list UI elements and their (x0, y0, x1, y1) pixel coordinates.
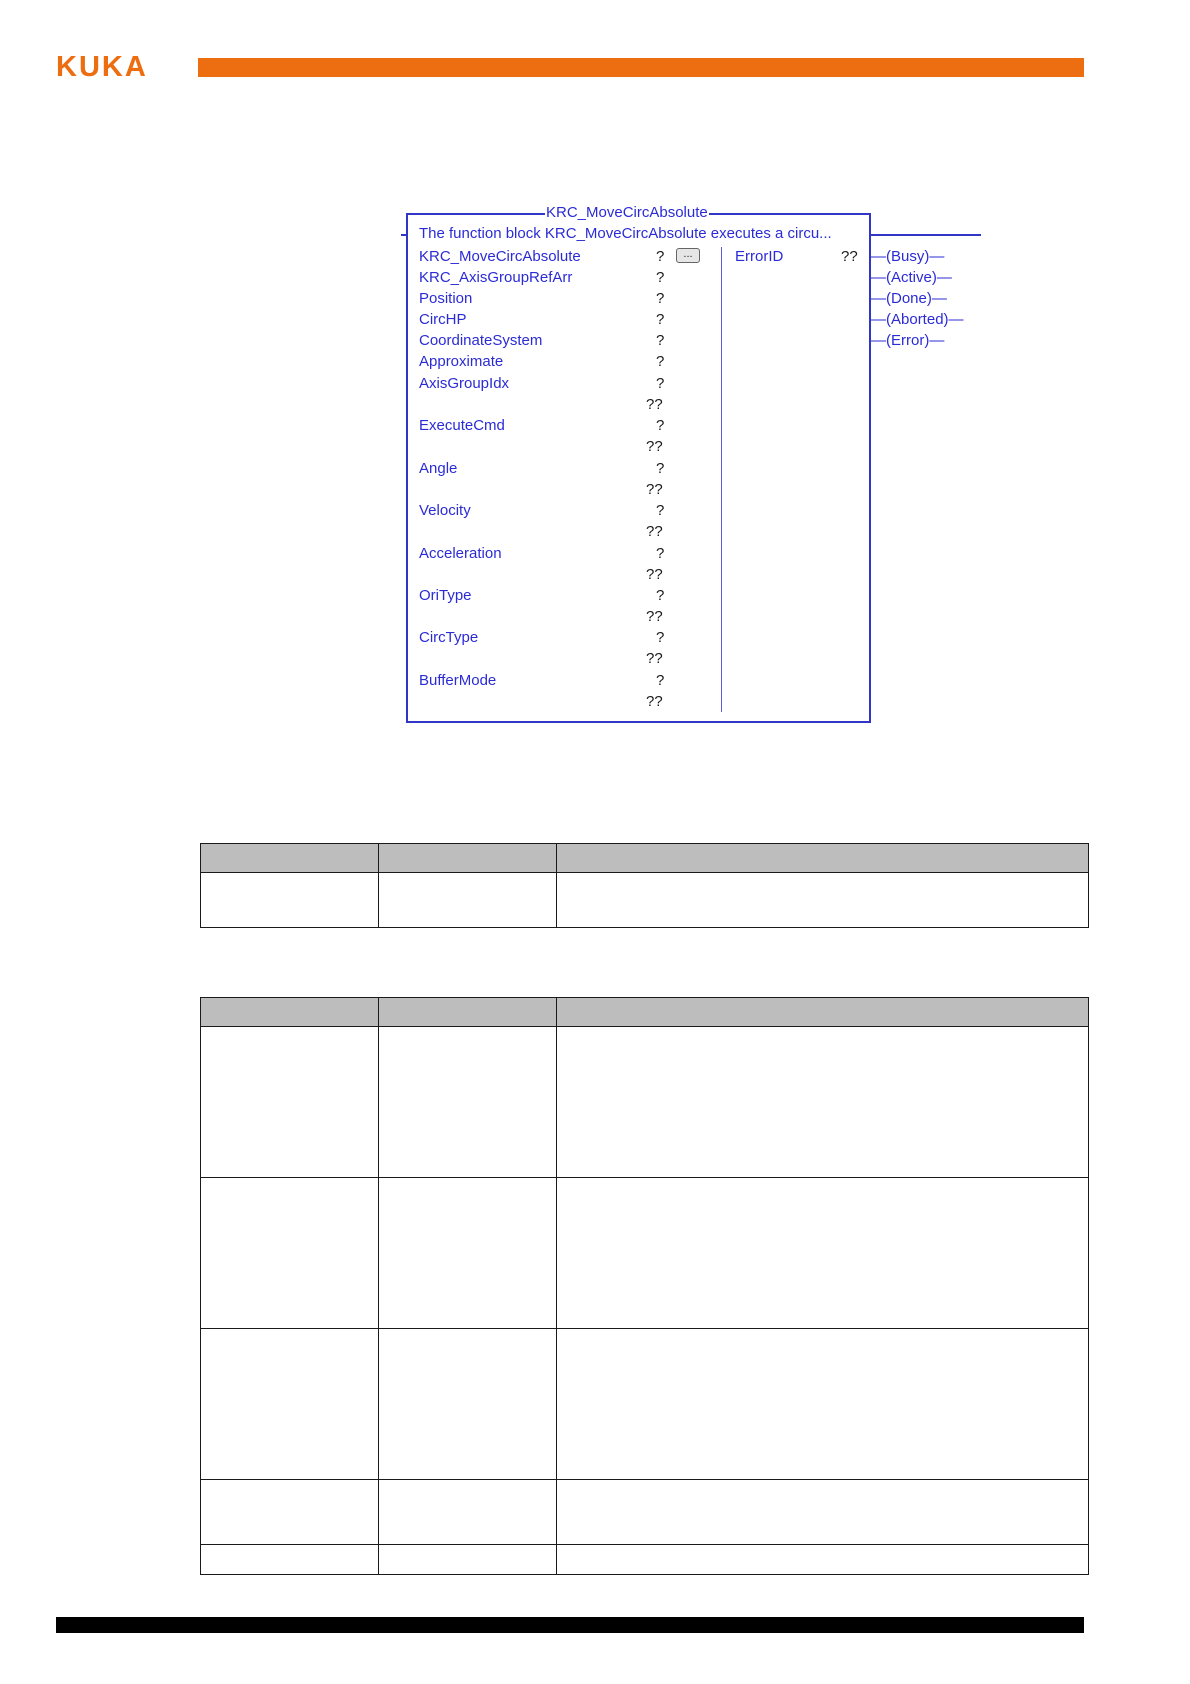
input-param-subvalue: ?? (646, 566, 663, 583)
output-coil-error (871, 332, 944, 349)
table-row (201, 1178, 1089, 1329)
table-cell (379, 873, 557, 928)
output-coil-active (871, 269, 952, 286)
coil-tail-wire: )— (924, 248, 945, 265)
input-param-value[interactable]: ? (656, 311, 665, 328)
coil-lead-wire: —( (871, 290, 891, 307)
output-errorid-value: ?? (841, 248, 858, 265)
ellipsis-button[interactable]: ... (676, 248, 700, 263)
coil-label: Busy (891, 248, 925, 265)
output-wire (871, 234, 981, 236)
table-cell (379, 1545, 557, 1575)
table-header-cell (557, 844, 1089, 873)
output-coil-done (871, 290, 947, 307)
input-param-name: Approximate (419, 353, 504, 370)
input-param-value[interactable]: ? (656, 502, 665, 519)
table-row (201, 1545, 1089, 1575)
table-cell (557, 1178, 1089, 1329)
input-param-name: ExecuteCmd (419, 417, 505, 434)
input-param-subvalue: ?? (646, 608, 663, 625)
output-coil-aborted (871, 311, 964, 328)
input-param-value[interactable]: ? (656, 460, 665, 477)
input-param-name: Acceleration (419, 545, 502, 562)
coil-tail-wire: )— (943, 311, 964, 328)
input-param-value[interactable]: ? (656, 672, 665, 689)
input-param-value[interactable]: ? (656, 290, 665, 307)
header-bar (198, 58, 1084, 77)
coil-label: Active (891, 269, 932, 286)
table-row (201, 1027, 1089, 1178)
table-header-row (201, 844, 1089, 873)
table-cell (379, 1178, 557, 1329)
input-param-name: CircType (419, 629, 479, 646)
table-header-cell (379, 844, 557, 873)
input-param-name: BufferMode (419, 672, 497, 689)
table-cell (201, 1027, 379, 1178)
coil-tail-wire: )— (931, 269, 952, 286)
input-param-name: CoordinateSystem (419, 332, 543, 349)
table-row (201, 1480, 1089, 1545)
output-errorid-label: ErrorID (735, 248, 784, 265)
input-param-subvalue: ?? (646, 650, 663, 667)
table-cell (557, 1545, 1089, 1575)
table-cell (379, 1480, 557, 1545)
input-param-value[interactable]: ? (656, 629, 665, 646)
table-cell (201, 1545, 379, 1575)
input-param-subvalue: ?? (646, 523, 663, 540)
input-param-subvalue: ?? (646, 481, 663, 498)
parameter-table-2 (200, 997, 1089, 1575)
kuka-logo: KUKA (56, 51, 148, 83)
coil-label: Done (891, 290, 927, 307)
table-cell (201, 1178, 379, 1329)
input-param-subvalue: ?? (646, 396, 663, 413)
coil-label: Aborted (891, 311, 944, 328)
input-param-name: Position (419, 290, 473, 307)
table-header-cell (379, 998, 557, 1027)
input-param-name: KRC_AxisGroupRefArr (419, 269, 573, 286)
input-param-name: Velocity (419, 502, 471, 519)
input-param-value[interactable]: ? (656, 248, 665, 265)
coil-lead-wire: —( (871, 248, 891, 265)
coil-lead-wire: —( (871, 311, 891, 328)
input-param-value[interactable]: ? (656, 587, 665, 604)
function-block-frame (406, 213, 871, 723)
table-header-cell (201, 998, 379, 1027)
table-header-cell (201, 844, 379, 873)
coil-tail-wire: )— (924, 332, 945, 349)
table-cell (557, 873, 1089, 928)
output-coil-busy (871, 248, 944, 265)
input-param-value[interactable]: ? (656, 269, 665, 286)
table-header-cell (557, 998, 1089, 1027)
input-param-value[interactable]: ? (656, 417, 665, 434)
function-block-title: KRC_MoveCircAbsolute (546, 204, 708, 221)
input-param-value[interactable]: ? (656, 353, 665, 370)
table-cell (557, 1027, 1089, 1178)
coil-label: Error (891, 332, 925, 349)
table-cell (557, 1480, 1089, 1545)
coil-lead-wire: —( (871, 269, 891, 286)
table-cell (379, 1329, 557, 1480)
table-row (201, 1329, 1089, 1480)
table-cell (201, 1329, 379, 1480)
table-cell (201, 873, 379, 928)
table-cell (201, 1480, 379, 1545)
parameter-table-1 (200, 843, 1089, 928)
input-param-name: KRC_MoveCircAbsolute (419, 248, 581, 265)
input-param-name: Angle (419, 460, 458, 477)
coil-lead-wire: —( (871, 332, 891, 349)
input-param-subvalue: ?? (646, 693, 663, 710)
io-divider (721, 247, 722, 712)
input-wire (401, 234, 407, 236)
table-row (201, 873, 1089, 928)
input-param-value[interactable]: ? (656, 375, 665, 392)
table-cell (557, 1329, 1089, 1480)
table-header-row (201, 998, 1089, 1027)
input-param-name: AxisGroupIdx (419, 375, 510, 392)
coil-tail-wire: )— (926, 290, 947, 307)
input-param-name: CircHP (419, 311, 467, 328)
input-param-subvalue: ?? (646, 438, 663, 455)
input-param-value[interactable]: ? (656, 332, 665, 349)
table-cell (379, 1027, 557, 1178)
function-block-description: The function block KRC_MoveCircAbsolute executes a circu... (419, 225, 832, 242)
input-param-value[interactable]: ? (656, 545, 665, 562)
footer-bar (56, 1617, 1084, 1633)
input-param-name: OriType (419, 587, 472, 604)
